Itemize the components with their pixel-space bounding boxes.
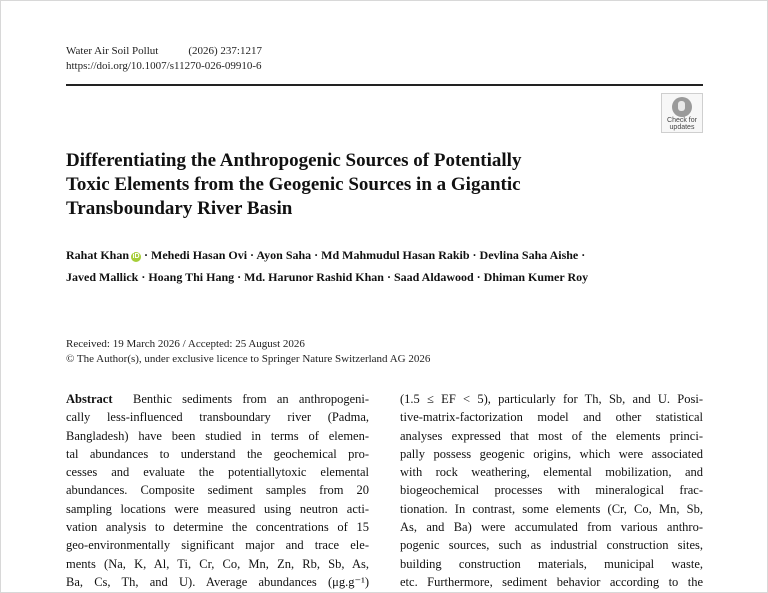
author-list	[66, 244, 706, 288]
abstract-line: abundances. Composite sediment samples from 20	[66, 483, 369, 498]
received-accepted-dates: Received: 19 March 2026 / Accepted: 25 August 2026	[66, 338, 305, 350]
abstract-line: As, and Ba) were accumulated from various anthro-	[400, 520, 703, 535]
authors-line-2: Javed Mallick · Hoang Thi Hang · Md. Harunor Rashid Khan · Saad Aldawood · Dhiman Kumer Roy	[66, 270, 589, 284]
abstract-line: Ba, Cs, Th, and U). Average abundances (μg.g⁻¹)	[66, 574, 369, 589]
abstract-line: ments (Na, K, Al, Ti, Cr, Co, Mn, Zn, Rb, Sb, As,	[66, 556, 369, 571]
abstract-line: geo-environmentally significant major and trace ele-	[66, 538, 369, 553]
abstract-line: tive-matrix-factorization model and other statistical	[400, 410, 703, 425]
abstract-line: tionation. In contrast, some elements (Cr, Co, Mn, Sb,	[400, 501, 703, 516]
journal-name: Water Air Soil Pollut	[66, 45, 159, 57]
citation: (2026) 237:1217	[188, 45, 262, 57]
abstract-line: Bangladesh) have been studied in terms of elemen-	[66, 428, 369, 443]
abstract-line: building construction materials, municipal waste,	[400, 556, 703, 571]
abstract-line: vation analysis to determine the concentrations of 15	[66, 520, 369, 535]
abstract-right-column	[400, 390, 703, 591]
check-for-updates-icon	[672, 97, 692, 117]
abstract-line: cesses and evaluate the potentiallytoxic elemental	[66, 465, 369, 480]
abstract-line: analyses expressed that most of the elements princi-	[400, 428, 703, 443]
abstract-line: pogenic sources, such as industrial construction sites,	[400, 538, 703, 553]
title-line-2: Toxic Elements from the Geogenic Sources in a Gigantic	[66, 174, 521, 195]
first-author: Rahat Khan	[66, 248, 130, 262]
journal-citation	[66, 44, 262, 58]
abstract-line: tal abundances to understand the geochemical pro-	[66, 446, 369, 461]
abstract-line: pally possess geogenic origins, which were associated	[400, 446, 703, 461]
abstract-line: etc. Furthermore, sediment behavior according to the	[400, 574, 703, 589]
badge-line-1: Check for	[667, 117, 697, 124]
header-rule	[66, 84, 703, 86]
check-for-updates-badge[interactable]	[661, 93, 703, 133]
abstract-line: cally less-influenced transboundary river (Padma,	[66, 410, 369, 425]
paper-title	[66, 149, 656, 221]
abstract-line: Abstract Benthic sediments from an anthropogeni-	[66, 392, 369, 406]
doi-link[interactable]: https://doi.org/10.1007/s11270-026-09910-6	[66, 60, 262, 72]
authors-line-1	[66, 244, 706, 266]
orcid-icon[interactable]: iD	[132, 253, 140, 260]
badge-line-2: updates	[669, 124, 695, 131]
abstract-line: with rock weathering, elemental mobilization, and	[400, 465, 703, 480]
title-line-3: Transboundary River Basin	[66, 198, 293, 219]
abstract-left-column	[66, 390, 369, 591]
abstract-line: sampling locations were measured using neutron acti-	[66, 501, 369, 516]
abstract-line: biogeochemical processes with mineralogical frac-	[400, 483, 703, 498]
abstract-heading: Abstract	[66, 392, 113, 406]
abstract-line: (1.5 ≤ EF < 5), particularly for Th, Sb, and U. Posi-	[400, 392, 703, 406]
copyright-notice: © The Author(s), under exclusive licence to Springer Nature Switzerland AG 2026	[66, 353, 431, 365]
authors-line-1-rest: · Mehedi Hasan Ovi · Ayon Saha · Md Mahmudul Hasan Rakib · Devlina Saha Aishe ·	[141, 248, 586, 262]
title-line-1: Differentiating the Anthropogenic Sources of Potentially	[66, 150, 522, 171]
